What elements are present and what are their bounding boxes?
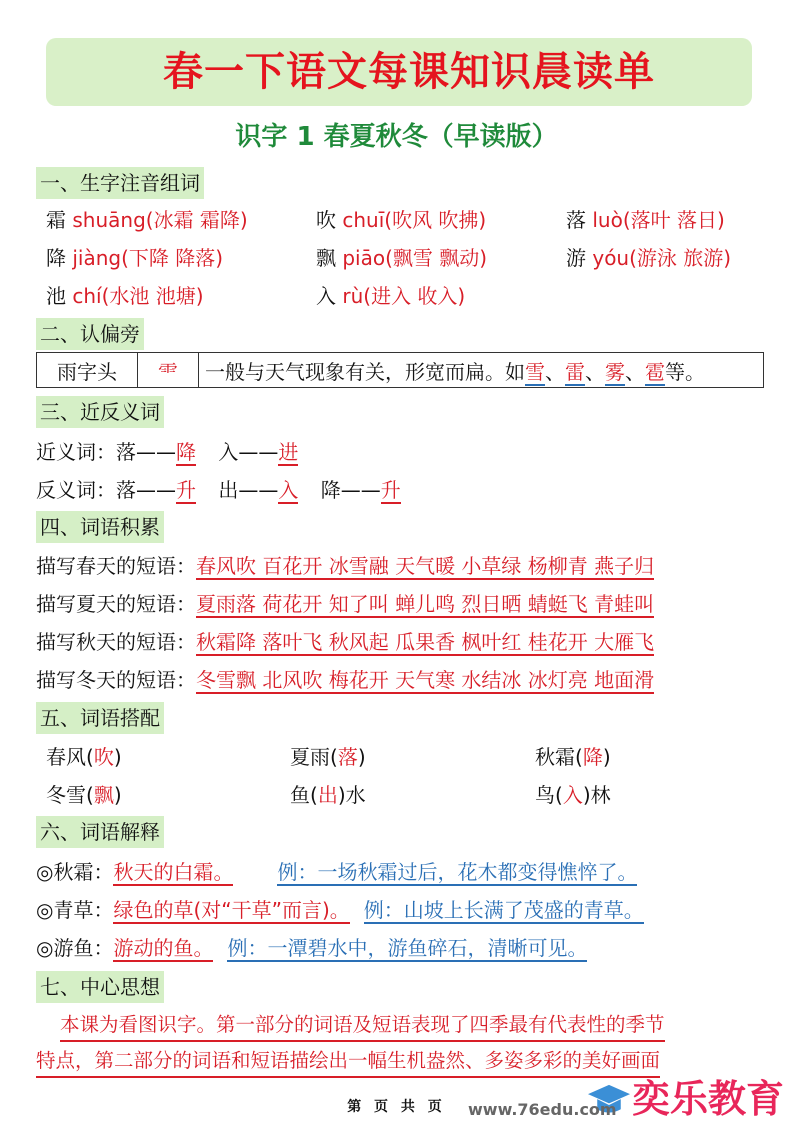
definition: 游动的鱼。 [113,936,214,960]
summary-line: 特点，第二部分的词语和短语描绘出一幅生机盎然、多姿多彩的美好画面 [36,1046,660,1078]
pinyin: luò [592,208,623,232]
answer: 落 [337,745,358,769]
phrases: 冬雪飘 北风吹 梅花开 天气寒 水结冰 冰灯亮 地面滑 [196,668,655,692]
section-heading: 二、认偏旁 [36,318,144,350]
example-char: 雹 [645,359,665,384]
radical-description-cell [199,353,764,388]
word: 入 [218,440,239,464]
pre: 春风( [46,745,94,769]
post: ) [113,745,122,769]
collocation-item [535,780,611,810]
char-item [46,243,223,273]
answer: 降 [176,440,196,464]
pre: 鸟( [535,783,563,807]
label: 描写春天的短语： [36,554,196,578]
antonym-row [36,475,401,505]
sep: 、 [625,359,645,384]
lesson-subtitle: 识字 1 春夏秋冬（早读版） [235,122,558,152]
section-heading: 三、近反义词 [36,396,164,428]
phrase-row [36,589,654,619]
dash: —— [238,440,279,464]
page-title: 春一下语文每课知识晨读单 [163,49,655,95]
post: )林 [582,783,611,807]
pre: 夏雨( [290,745,338,769]
dash: —— [136,440,176,464]
label: 反义词： [36,478,116,502]
words: (进入 收入) [363,284,466,308]
word: 落 [116,440,136,464]
collocation-item [535,742,611,772]
synonym-row [36,437,298,467]
section-heading: 一、生字注音组词 [36,167,204,199]
term: ◎秋霜： [36,860,114,884]
answer: 吹 [93,745,114,769]
post: ) [602,745,611,769]
char-item [316,281,465,311]
example-char: 雷 [565,359,585,384]
post: )水 [337,783,366,807]
radical-desc: 一般与天气现象有关，形宽而扁。如 [205,359,525,384]
words: (水池 池塘) [101,284,204,308]
definition-row [36,933,587,963]
pinyin: jiàng [72,246,122,270]
answer: 出 [317,783,338,807]
definition-row [36,857,637,887]
definition: 秋天的白霜。 [113,860,234,884]
section-heading: 五、词语搭配 [36,702,164,734]
pre: 鱼( [290,783,318,807]
answer: 升 [380,478,401,502]
char: 池 [46,284,66,308]
word: 落 [116,478,136,502]
words: (游泳 旅游) [629,246,732,270]
section-heading: 六、词语解释 [36,816,164,848]
pre: 冬雪( [46,783,94,807]
words: (冰霜 霜降) [145,208,248,232]
char-item [566,243,731,273]
end: 等。 [665,359,705,384]
dash: —— [238,478,279,502]
answer: 降 [582,745,603,769]
pre: 秋霜( [535,745,583,769]
radical-name: 雨字头 [37,353,138,388]
example: 例：一潭碧水中，游鱼碎石，清晰可见。 [227,936,588,960]
label: 近义词： [36,440,116,464]
words: (飘雪 飘动) [385,246,488,270]
label: 描写夏天的短语： [36,592,196,616]
char: 飘 [316,246,336,270]
answer: 入 [278,478,299,502]
word: 出 [218,478,239,502]
watermark-url: www.76edu.com [468,1100,617,1119]
words: (落叶 落日) [622,208,725,232]
char-item [316,243,487,273]
pinyin: shuāng [72,208,146,232]
summary-line: 本课为看图识字。第一部分的词语及短语表现了四季最有代表性的季节 [60,1010,665,1042]
char-item [566,205,725,235]
char: 降 [46,246,66,270]
phrases: 夏雨落 荷花开 知了叫 蝉儿鸣 烈日晒 蜻蜓飞 青蛙叫 [196,592,655,616]
char: 落 [566,208,586,232]
char-item [46,281,204,311]
example-char: 雾 [605,359,625,384]
example: 例：山坡上长满了茂盛的青草。 [363,898,644,922]
post: ) [357,745,366,769]
phrases: 春风吹 百花开 冰雪融 天气暖 小草绿 杨柳青 燕子归 [196,554,655,578]
collocation-item [290,780,366,810]
section-heading: 四、词语积累 [36,511,164,543]
sep: 、 [585,359,605,384]
word: 降 [320,478,341,502]
pinyin: piāo [342,246,386,270]
answer: 飘 [93,783,114,807]
example-char: 雪 [525,359,545,384]
radical-glyph: ⻗ [138,353,199,388]
phrase-row [36,665,654,695]
pinyin: chí [72,284,102,308]
collocation-item [46,780,122,810]
dash: —— [136,478,176,502]
phrase-row [36,627,654,657]
collocation-item [46,742,122,772]
label: 描写冬天的短语： [36,668,196,692]
sep: 、 [545,359,565,384]
definition-row [36,895,644,925]
definition: 绿色的草(对“干草”而言)。 [113,898,350,922]
term: ◎青草： [36,898,114,922]
char: 游 [566,246,586,270]
answer: 入 [562,783,583,807]
char: 霜 [46,208,66,232]
label: 描写秋天的短语： [36,630,196,654]
answer: 升 [176,478,196,502]
watermark-brand: 奕乐教育 [632,1077,785,1121]
char: 吹 [316,208,336,232]
phrase-row [36,551,654,581]
radical-table [36,352,764,388]
pinyin: rù [342,284,364,308]
example: 例：一场秋霜过后，花木都变得憔悴了。 [277,860,638,884]
char-item [316,205,486,235]
words: (吹风 吹拂) [384,208,487,232]
pinyin: yóu [592,246,630,270]
words: (下降 降落) [121,246,224,270]
answer: 进 [278,440,299,464]
post: ) [113,783,122,807]
phrases: 秋霜降 落叶飞 秋风起 瓜果香 枫叶红 桂花开 大雁飞 [196,630,655,654]
pinyin: chuī [342,208,385,232]
section-heading: 七、中心思想 [36,971,164,1003]
dash: —— [340,478,381,502]
char-item [46,205,248,235]
term: ◎游鱼： [36,936,114,960]
char: 入 [316,284,336,308]
page-footer: 第 页 共 页 [347,1099,446,1115]
collocation-item [290,742,366,772]
